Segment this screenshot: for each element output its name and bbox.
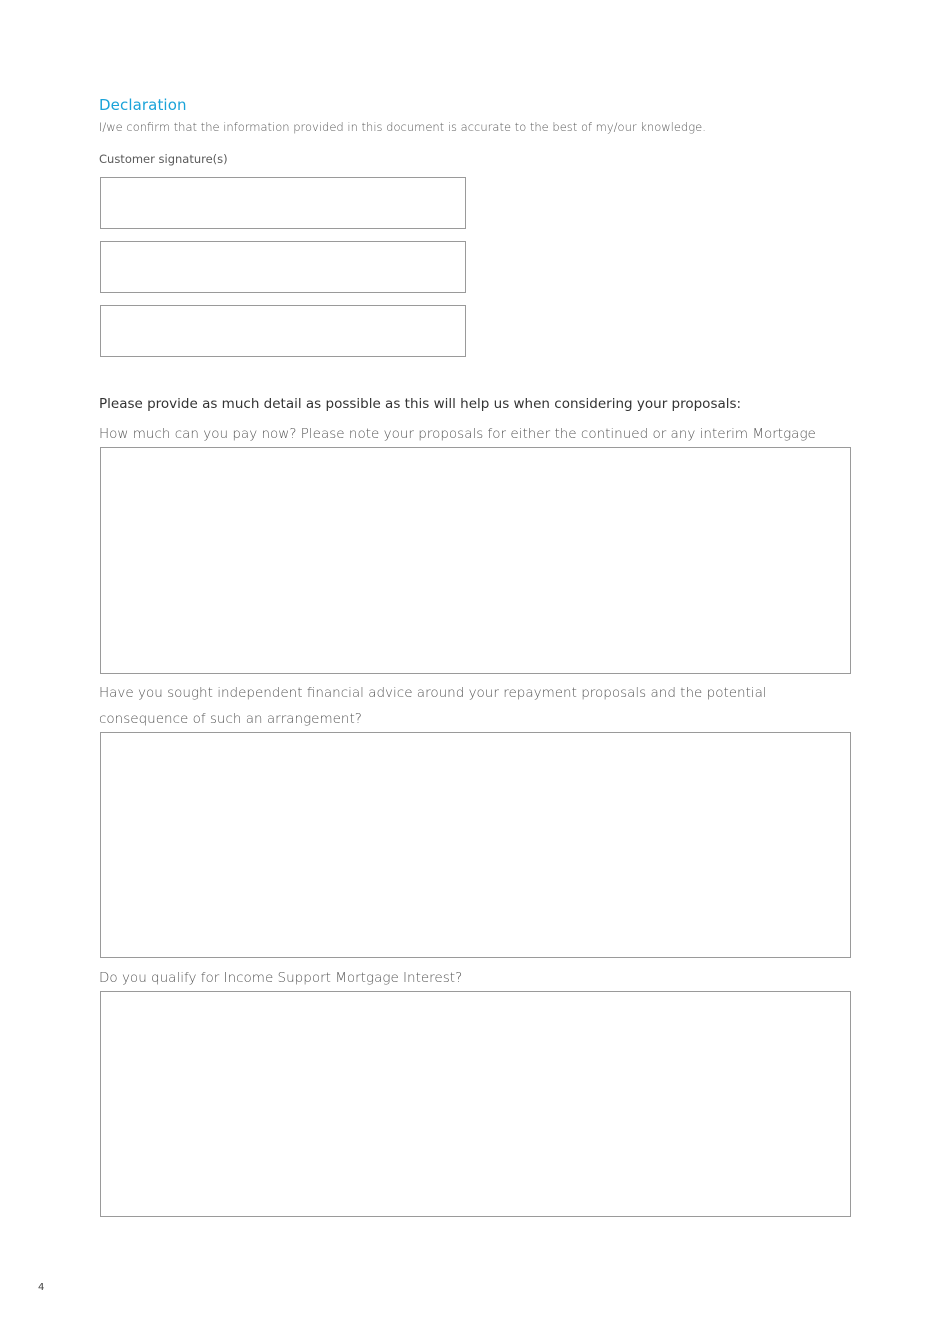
- question-income-support: Do you qualify for Income Support Mortgage Interest?: [99, 970, 463, 986]
- answer-income-support-field[interactable]: [100, 991, 851, 1217]
- question-payment-now: How much can you pay now? Please note your proposals for either the continued or any interim Mortgage: [99, 426, 816, 442]
- declaration-confirmation-text: I/we confirm that the information provided in this document is accurate to the best of my/our knowledge.: [99, 120, 706, 134]
- signature-field-2[interactable]: [100, 241, 466, 293]
- question-financial-advice: Have you sought independent financial advice around your repayment proposals and the potential consequence of such an arrangement?: [99, 685, 767, 727]
- page-number: 4: [38, 1282, 45, 1293]
- signature-field-3[interactable]: [100, 305, 466, 357]
- signature-field-1[interactable]: [100, 177, 466, 229]
- declaration-heading: Declaration: [99, 96, 187, 114]
- customer-signature-label: Customer signature(s): [99, 152, 228, 166]
- answer-payment-now-field[interactable]: [100, 447, 851, 674]
- proposals-intro-text: Please provide as much detail as possible as this will help us when considering your proposals:: [99, 396, 742, 412]
- answer-financial-advice-field[interactable]: [100, 732, 851, 958]
